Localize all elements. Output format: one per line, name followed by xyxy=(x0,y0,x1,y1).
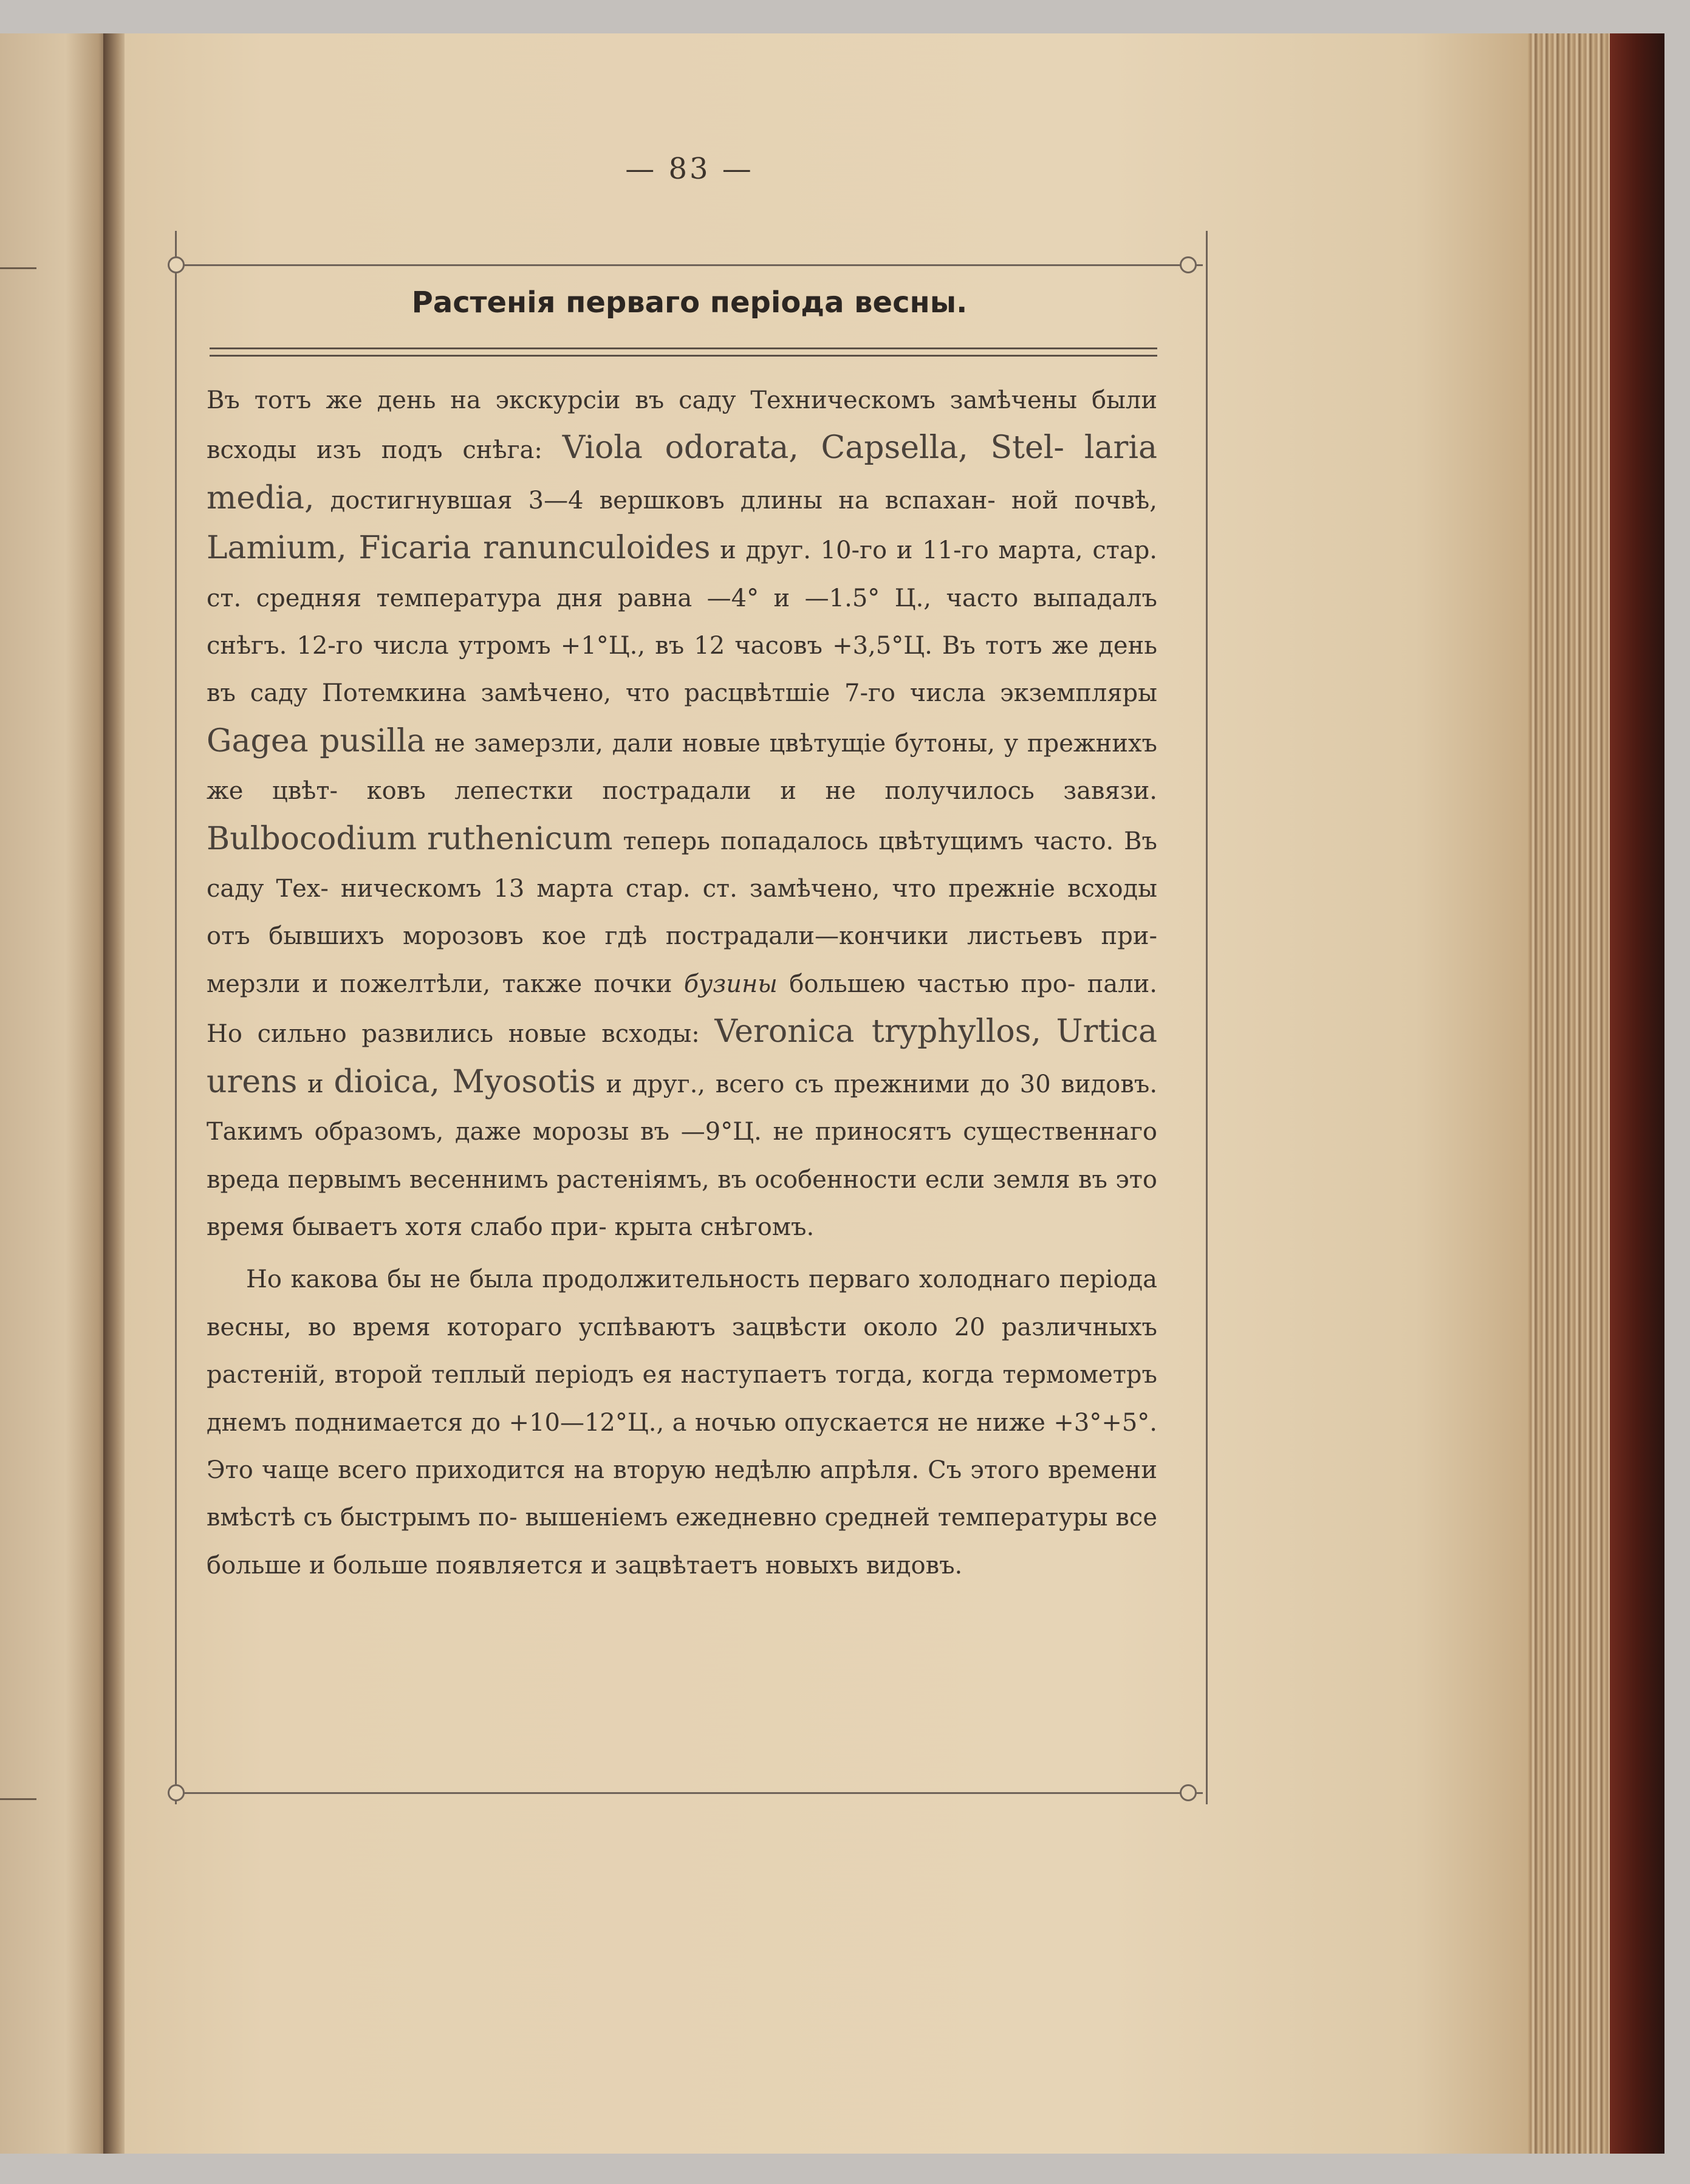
title-rule xyxy=(210,347,1157,349)
text-run: особенности если земля въ это время бываетъ хотя слабо при- xyxy=(207,1165,1158,1241)
text-run: бывшихъ морозовъ кое гдѣ пострадали—кончики листьевъ при- xyxy=(269,922,1157,951)
paragraph xyxy=(207,377,1157,1251)
latin-species-name: Veronica tryphyllos, xyxy=(714,1013,1041,1050)
text-run: пали. Но сильно развились новые всходы: xyxy=(207,970,1158,1049)
latin-species-name: Lamium, Ficaria ranunculoides xyxy=(207,530,711,567)
text-run: и xyxy=(297,1070,334,1098)
text-run: опускается не ниже +3°+5°. Это чаще всего приходится на xyxy=(207,1408,1157,1484)
text-line xyxy=(246,1265,1050,1293)
latin-species-name: Viola odorata, Capsella, Stel- xyxy=(562,430,1064,467)
text-run: ной почвѣ, xyxy=(1011,486,1158,515)
ornament-icon xyxy=(1180,256,1197,273)
text-run: различныхъ растеній, второй теплый періодъ ея наступаетъ тогда, xyxy=(207,1313,1157,1389)
ornament-icon xyxy=(168,1784,185,1801)
text-run: крыта снѣгомъ. xyxy=(614,1213,815,1241)
text-run: были всходы изъ подъ снѣга: xyxy=(207,386,1157,465)
text-run: и друг. 10-го и xyxy=(710,536,913,565)
text-run: Но какова бы не была продолжительность перваго холоднаго xyxy=(246,1265,1051,1294)
text-run: Въ тотъ же день на экскурсіи въ саду Техническомъ замѣчены xyxy=(207,386,1078,414)
text-run: 11-го марта, стар. ст. средняя температура дня равна —4° и xyxy=(207,536,1158,612)
left-page-rule xyxy=(0,267,36,269)
text-run: приносятъ существеннаго вреда первымъ весеннимъ растеніямъ, въ xyxy=(207,1118,1157,1194)
paragraph xyxy=(207,1256,1157,1589)
text-run: достигнувшая 3—4 вершковъ длины на вспахан- xyxy=(314,486,996,515)
page-number: — 83 — xyxy=(625,152,754,186)
left-page-rule xyxy=(0,1798,36,1800)
ornament-icon xyxy=(168,256,185,273)
book-gutter xyxy=(103,33,128,2154)
title-rule xyxy=(210,355,1157,357)
text-line xyxy=(207,970,1075,998)
text-run: когда термометръ днемъ поднимается до +10—12°Ц., а ночью xyxy=(207,1361,1157,1437)
italic-term: бузины xyxy=(683,970,778,998)
body-text xyxy=(207,377,1157,1589)
frame-bottom-rule xyxy=(182,1792,1203,1794)
text-line xyxy=(436,1552,962,1580)
text-run: мерзли и пожелтѣли, также почки xyxy=(207,970,684,998)
text-line xyxy=(269,922,1157,950)
latin-species-name: dioica, Myosotis xyxy=(334,1063,596,1100)
text-line xyxy=(207,386,1077,414)
text-run: замѣчено, что расцвѣтшіе 7-го числа экземпляры xyxy=(481,679,1157,708)
text-line xyxy=(615,1213,815,1241)
latin-species-name: Urtica urens xyxy=(207,1013,1157,1100)
section-title: Растенія перваго періода весны. xyxy=(411,286,968,320)
ornament-icon xyxy=(1180,1784,1197,1801)
latin-species-name: ruthenicum xyxy=(427,820,613,857)
latin-species-name: laria media, xyxy=(207,430,1157,516)
text-run: теперь попадалось цвѣтущимъ часто. Въ саду Тех- xyxy=(207,827,1158,903)
text-run: ковъ лепестки пострадали и не получилось завязи. xyxy=(366,777,1157,806)
latin-species-name: Bulbocodium xyxy=(207,820,417,857)
text-run: до 30 видовъ. Такимъ образомъ, даже морозы въ —9°Ц. не xyxy=(207,1070,1158,1146)
left-page-edge xyxy=(0,33,109,2154)
text-run: вышеніемъ ежедневно средней температуры все больше и больше xyxy=(207,1504,1158,1580)
book-cover xyxy=(1610,33,1664,2154)
text-run: —1.5° Ц., часто выпадалъ снѣгъ. 12-го числа утромъ +1°Ц., xyxy=(207,584,1157,660)
text-run: и друг., всего съ прежними xyxy=(595,1070,970,1098)
text-run: періода весны, во время котораго успѣваютъ зацвѣсти около 20 xyxy=(207,1265,1158,1341)
text-run: не замерзли, дали новые цвѣтущіе бутоны, у прежнихъ же цвѣт- xyxy=(207,729,1157,806)
text-run: въ 12 часовъ +3,5°Ц. Въ тотъ же день въ саду Потемкина xyxy=(207,632,1158,708)
text-run: вторую недѣлю апрѣля. Съ этого времени вмѣстѣ съ быстрымъ по- xyxy=(207,1456,1158,1532)
frame-top-rule xyxy=(182,264,1203,266)
text-run: ническомъ 13 марта стар. ст. замѣчено, что прежніе всходы отъ xyxy=(207,875,1157,951)
text-run: большею частью про- xyxy=(777,970,1076,998)
text-run: появляется и зацвѣтаетъ новыхъ видовъ. xyxy=(436,1551,963,1580)
latin-species-name: Gagea pusilla xyxy=(207,722,426,759)
